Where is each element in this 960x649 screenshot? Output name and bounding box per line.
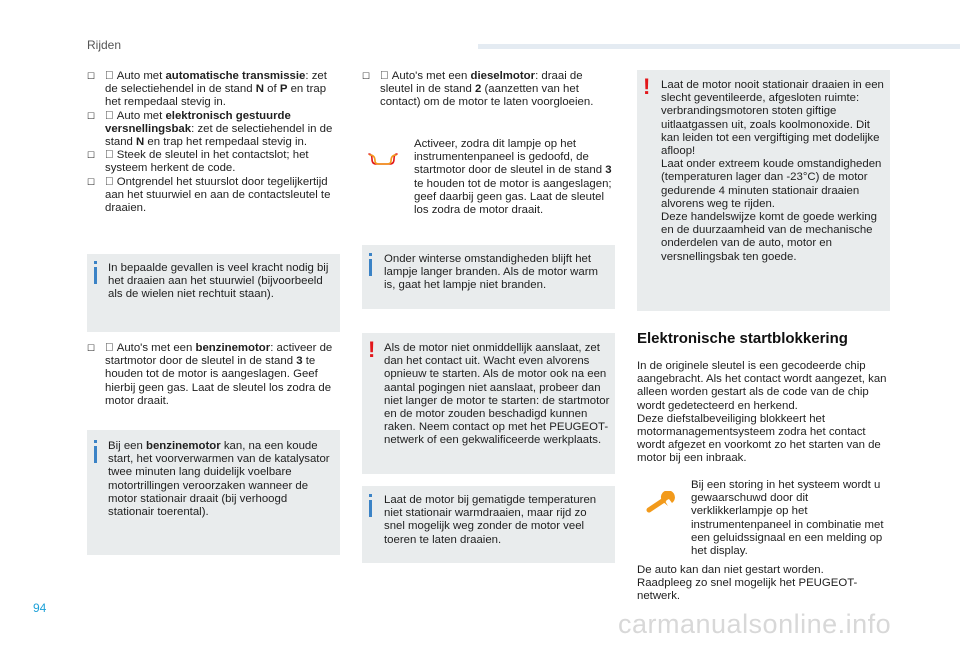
info-text: Bij een benzinemotor kan, na een koude start, het voorverwarmen van de katalysator twee minuten lang duidelijk voelbare motortrillingen veroorzaken wanneer de motor stationair draait (bij verhoogd stationair toerental). [108,440,330,519]
header-bar [478,44,960,49]
warning-text: Laat de motor nooit stationair draaien in een slecht geventileerde, afgesloten ruimte: verbrandingsmotoren stoten giftige uitlaatgassen uit, zoals koolmonoxide. Dit kan leiden tot een vergiftiging met dodelijke afloop! Laat onder extreem koude omstandigheden (temperaturen lager dan -23°C) de motor gedurende 4 minuten stationair draaien alvorens weg te rijden. Deze handelswijze komt de goede werking en de duurzaamheid van de mechanische onderdelen van de auto, motor en versnellingsbak ten goede. [661,79,884,263]
info-box-steering-force [87,254,340,332]
bullet-insert-key: ☐ Steek de sleutel in het contactslot; het systeem herkent de code. [87,149,309,175]
heading-immobiliser: Elektronische startblokkering [637,330,848,347]
column-1 [87,70,342,215]
fault-text: Bij een storing in het systeem wordt u gewaarschuwd door dit verklikkerlampje op het instrumentenpaneel in combinatie met een geluidssignaal en een melding op het display. [691,479,884,558]
glow-plug-text: Activeer, zodra dit lampje op het instrumentenpaneel is gedoofd, de startmotor door de sleutel in de stand 3 te houden tot de motor is aangeslagen; geef daarbij geen gas. Laat de sleutel los zodra de motor draait. [414,138,612,217]
bullet-petrol: ☐ Auto's met een benzinemotor: activeer de startmotor door de sleutel in de stand 3 te houden tot de motor is aangeslagen. Geef hierbij geen gas. Laat de sleutel los zodra de motor draait. [87,342,333,407]
info-box-warm-up [362,486,615,563]
closing-text: De auto kan dan niet gestart worden. Raadpleeg zo snel mogelijk het PEUGEOT-netwerk. [637,564,858,603]
info-text: Laat de motor bij gematigde temperaturen niet stationair warmdraaien, maar rijd zo snel mogelijk weg zonder de motor veel toeren te laten draaien. [384,494,597,546]
bullet-diesel: ☐ Auto's met een dieselmotor: draai de sleutel in de stand 2 (aanzetten van het contact) om de motor te laten voorgloeien. [362,70,594,109]
arrow-bullet-icon: ☐ [362,71,371,81]
bullet-unlock-steering: ☐ Ontgrendel het stuurslot door tegelijkertijd aan het stuurwiel en aan de contactsleutel te draaien. [87,175,331,215]
warning-icon: ! [643,74,651,99]
wrench-icon [645,491,679,515]
glow-plug-icon [367,152,399,168]
info-icon [369,500,372,517]
section-title: Rijden [87,38,122,52]
arrow-bullet-icon: ☐ [87,343,96,353]
info-icon [94,267,97,284]
arrow-bullet-icon: ☐ [87,176,96,187]
watermark: carmanualsonline.info [618,609,892,639]
info-icon [369,259,372,276]
warning-box-idle [637,70,890,311]
info-text: Onder winterse omstandigheden blijft het lampje langer branden. Als de motor warm is, gaat het lampje niet branden. [384,253,598,292]
info-box-catalyst [87,430,340,555]
arrow-bullet-icon: ☐ [87,71,96,81]
bullet-automatic: ☐ Auto met automatische transmissie: zet de selectiehendel in de stand N of P en trap het rempedaal stevig in. [87,70,327,109]
warning-icon: ! [368,337,376,362]
arrow-bullet-icon: ☐ [87,150,96,161]
arrow-bullet-icon: ☐ [87,110,96,121]
info-box-winter [362,245,615,309]
warning-box-start-failure [362,333,615,474]
info-text: In bepaalde gevallen is veel kracht nodig bij het draaien aan het stuurwiel (bijvoorbeeld als de wielen niet rechtuit staan). [108,262,329,301]
bullet-electronic-gearbox: ☐ Auto met elektronisch gestuurde versnellingsbak: zet de selectiehendel in de stand N en trap het rempedaal stevig in. [87,109,333,149]
immobiliser-text: In de originele sleutel is een gecodeerde chip aangebracht. Als het contact wordt aangezet, kan alleen worden gestart als de code van de chip wordt gedetecteerd en herkend. Deze diefstalbeveiliging blokkeert het motormanagementsysteem zodra het contact wordt afgezet en voorkomt zo het starten van de motor bij een inbraak. [637,360,887,465]
page-number: 94 [33,601,47,615]
info-icon [94,446,97,463]
warning-text: Als de motor niet onmiddellijk aanslaat, zet dan het contact uit. Wacht even alvorens opnieuw te starten. Als de motor ook na een aantal pogingen niet aanslaat, probeer dan niet langer de motor te starten: de startmotor en de motor zouden beschadigd kunnen raken. Neem contact op met het PEUGEOT-netwerk of een gekwalificeerde werkplaats. [384,342,610,447]
